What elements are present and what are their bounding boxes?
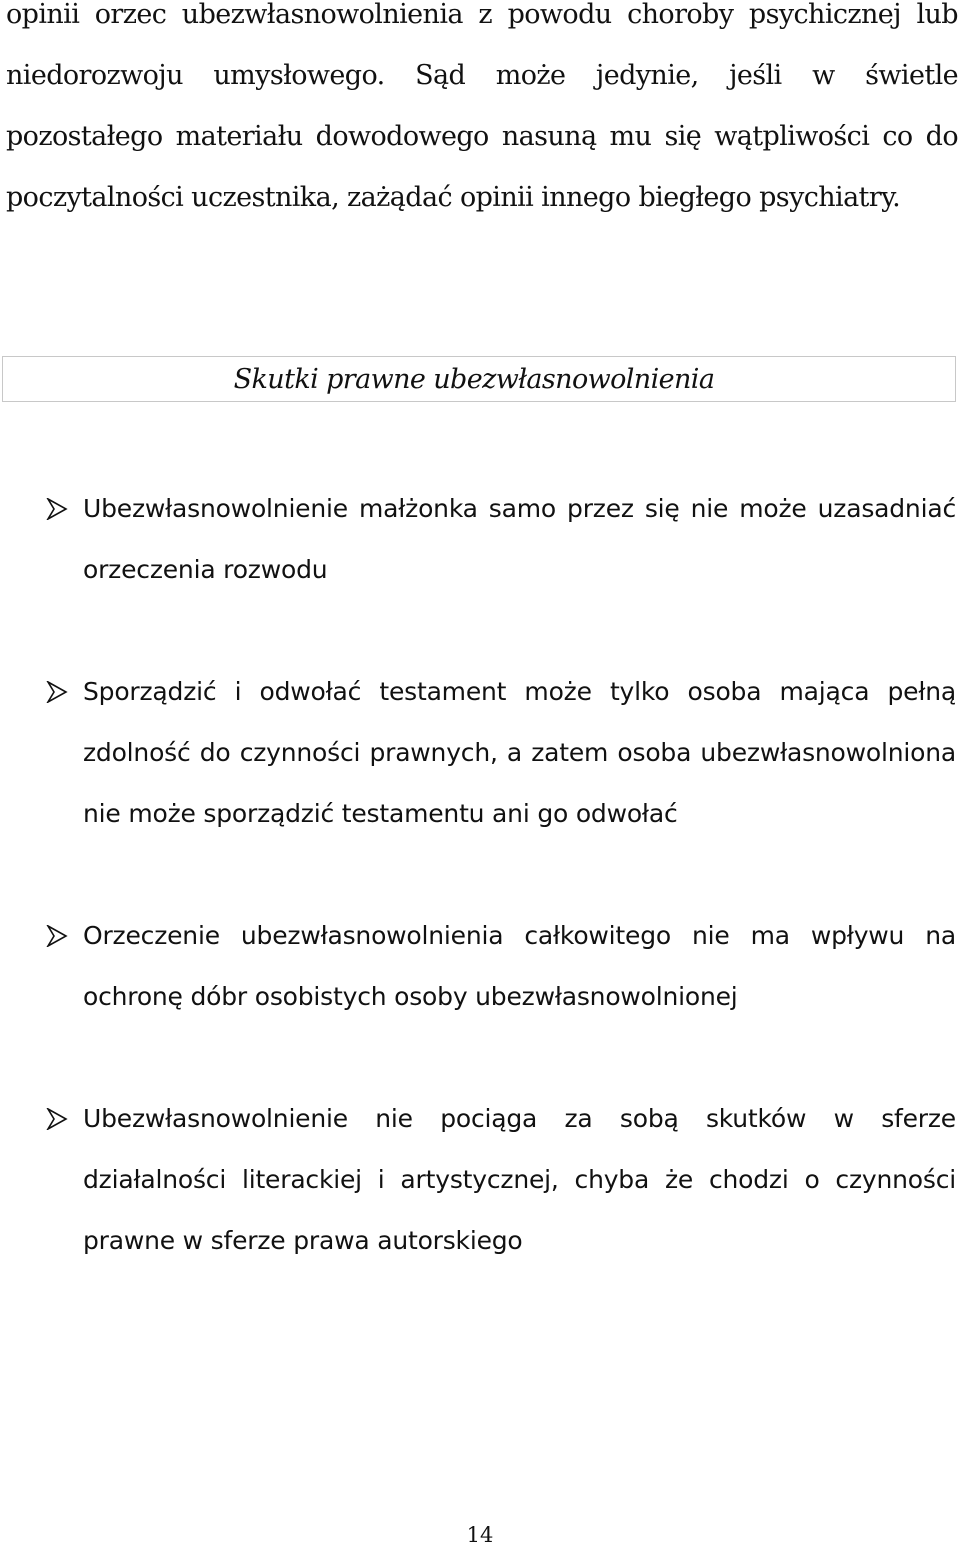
section-heading: Skutki prawne ubezwłasnowolnienia (233, 363, 715, 395)
bullet-text: Ubezwłasnowolnienie nie pociąga za sobą skutków w sferze działalności literackiej i artystycznej, chyba że chodzi o czynności prawne w sferze prawa autorskiego (83, 1104, 956, 1255)
bullet-list (0, 478, 960, 1332)
bullet-item (0, 478, 960, 600)
arrowhead-bullet-icon (46, 498, 68, 520)
bullet-text: Ubezwłasnowolnienie małżonka samo przez się nie może uzasadniać orzeczenia rozwodu (83, 494, 956, 584)
bullet-text: Orzeczenie ubezwłasnowolnienia całkowitego nie ma wpływu na ochronę dóbr osobistych osoby ubezwłasnowolnionej (83, 921, 956, 1011)
bullet-text: Sporządzić i odwołać testament może tylko osoba mająca pełną zdolność do czynności prawnych, a zatem osoba ubezwłasnowolniona nie może sporządzić testamentu ani go odwołać (83, 677, 956, 828)
arrowhead-bullet-icon (46, 925, 68, 947)
bullet-item (0, 661, 960, 844)
intro-paragraph: opinii orzec ubezwłasnowolnienia z powodu choroby psychicznej lub niedorozwoju umysłowego. Sąd może jedynie, jeśli w świetle pozostałego materiału dowodowego nasuną mu się wątpliwości co do poczytalności uczestnika, zażądać opinii innego biegłego psychiatry. (6, 0, 958, 213)
page-number: 14 (466, 1523, 494, 1547)
bullet-item (0, 905, 960, 1027)
section-heading-box (2, 356, 956, 402)
bullet-item (0, 1088, 960, 1271)
arrowhead-bullet-icon (46, 681, 68, 703)
arrowhead-bullet-icon (46, 1108, 68, 1130)
